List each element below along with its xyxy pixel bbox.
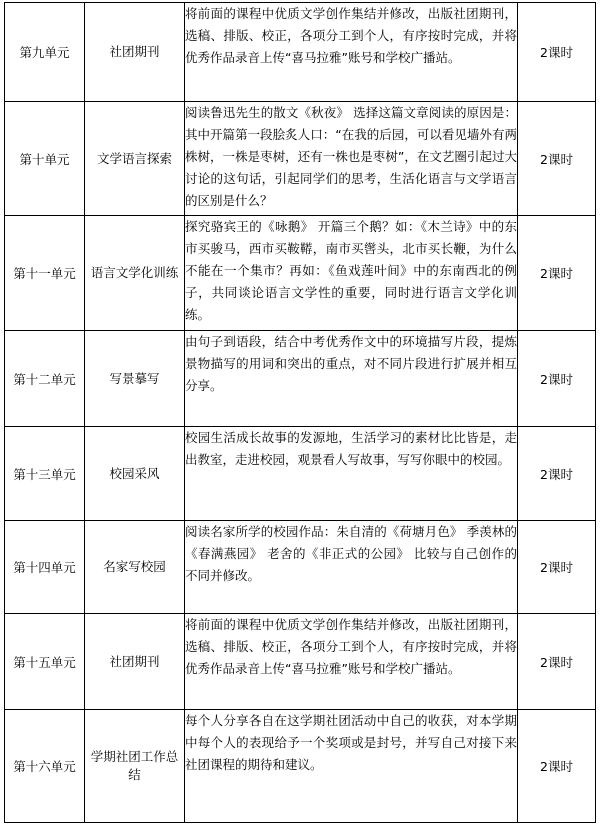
- content-cell: 阅读名家所学的校园作品：朱自清的《荷塘月色》 季羡林的《春满燕园》 老舍的《非正式的公园》 比较与自己创作的不同并修改。: [185, 521, 518, 614]
- hours-cell: 2课时: [518, 710, 596, 823]
- table-row: [5, 3, 596, 102]
- topic-cell: 校园采风: [85, 427, 185, 521]
- topic-cell: 文学语言探索: [85, 102, 185, 216]
- content-cell: 阅读鲁迅先生的散文《秋夜》 选择这篇文章阅读的原因是：其中开篇第一段脍炙人口：“在我的后园，可以看见墙外有两株树，一株是枣树，还有一株也是枣树”，在文艺圈引起过大讨论的这句话，引起同学们的思考，生活化语言与文学语言的区别是什么？: [185, 102, 518, 216]
- content-cell: 探究骆宾王的《咏鹅》 开篇三个鹅？如：《木兰诗》中的东市买骏马，西市买鞍鞯，南市买辔头，北市买长鞭，为什么不能在一个集市？再如：《鱼戏莲叶间》中的东南西北的例子，共同谈论语言文学性的重要，同时进行语言文学化训练。: [185, 216, 518, 331]
- content-cell: 将前面的课程中优质文学创作集结并修改，出版社团期刊，选稿、排版、校正，各项分工到个人，有序按时完成，并将优秀作品录音上传“喜马拉雅”账号和学校广播站。: [185, 614, 518, 710]
- table-row: [5, 102, 596, 216]
- table-row: [5, 710, 596, 823]
- content-cell: 校园生活成长故事的发源地，生活学习的素材比比皆是，走出教室，走进校园，观景看人写故事，写写你眼中的校园。: [185, 427, 518, 521]
- table-row: [5, 521, 596, 614]
- topic-cell: 学期社团工作总结: [85, 710, 185, 823]
- unit-cell: 第十单元: [5, 102, 85, 216]
- content-cell: 由句子到语段，结合中考优秀作文中的环境描写片段，提炼景物描写的用词和突出的重点，对不同片段进行扩展并相互分享。: [185, 331, 518, 427]
- unit-cell: 第十四单元: [5, 521, 85, 614]
- table-row: [5, 216, 596, 331]
- unit-cell: 第十二单元: [5, 331, 85, 427]
- unit-cell: 第十六单元: [5, 710, 85, 823]
- hours-cell: 2课时: [518, 614, 596, 710]
- hours-cell: 2课时: [518, 427, 596, 521]
- table-row: [5, 427, 596, 521]
- hours-cell: 2课时: [518, 331, 596, 427]
- hours-cell: 2课时: [518, 3, 596, 102]
- topic-cell: 写景摹写: [85, 331, 185, 427]
- content-cell: 将前面的课程中优质文学创作集结并修改，出版社团期刊，选稿、排版、校正，各项分工到个人，有序按时完成，并将优秀作品录音上传“喜马拉雅”账号和学校广播站。: [185, 3, 518, 102]
- table-row: [5, 331, 596, 427]
- topic-cell: 语言文学化训练: [85, 216, 185, 331]
- hours-cell: 2课时: [518, 521, 596, 614]
- topic-cell: 名家写校园: [85, 521, 185, 614]
- hours-cell: 2课时: [518, 102, 596, 216]
- topic-cell: 社团期刊: [85, 3, 185, 102]
- unit-cell: 第十一单元: [5, 216, 85, 331]
- table-row: [5, 614, 596, 710]
- unit-cell: 第十五单元: [5, 614, 85, 710]
- unit-cell: 第九单元: [5, 3, 85, 102]
- topic-cell: 社团期刊: [85, 614, 185, 710]
- curriculum-schedule-table: [4, 2, 596, 823]
- content-cell: 每个人分享各自在这学期社团活动中自己的收获，对本学期中每个人的表现给予一个奖项或是封号，并写自己对接下来社团课程的期待和建议。: [185, 710, 518, 823]
- unit-cell: 第十三单元: [5, 427, 85, 521]
- hours-cell: 2课时: [518, 216, 596, 331]
